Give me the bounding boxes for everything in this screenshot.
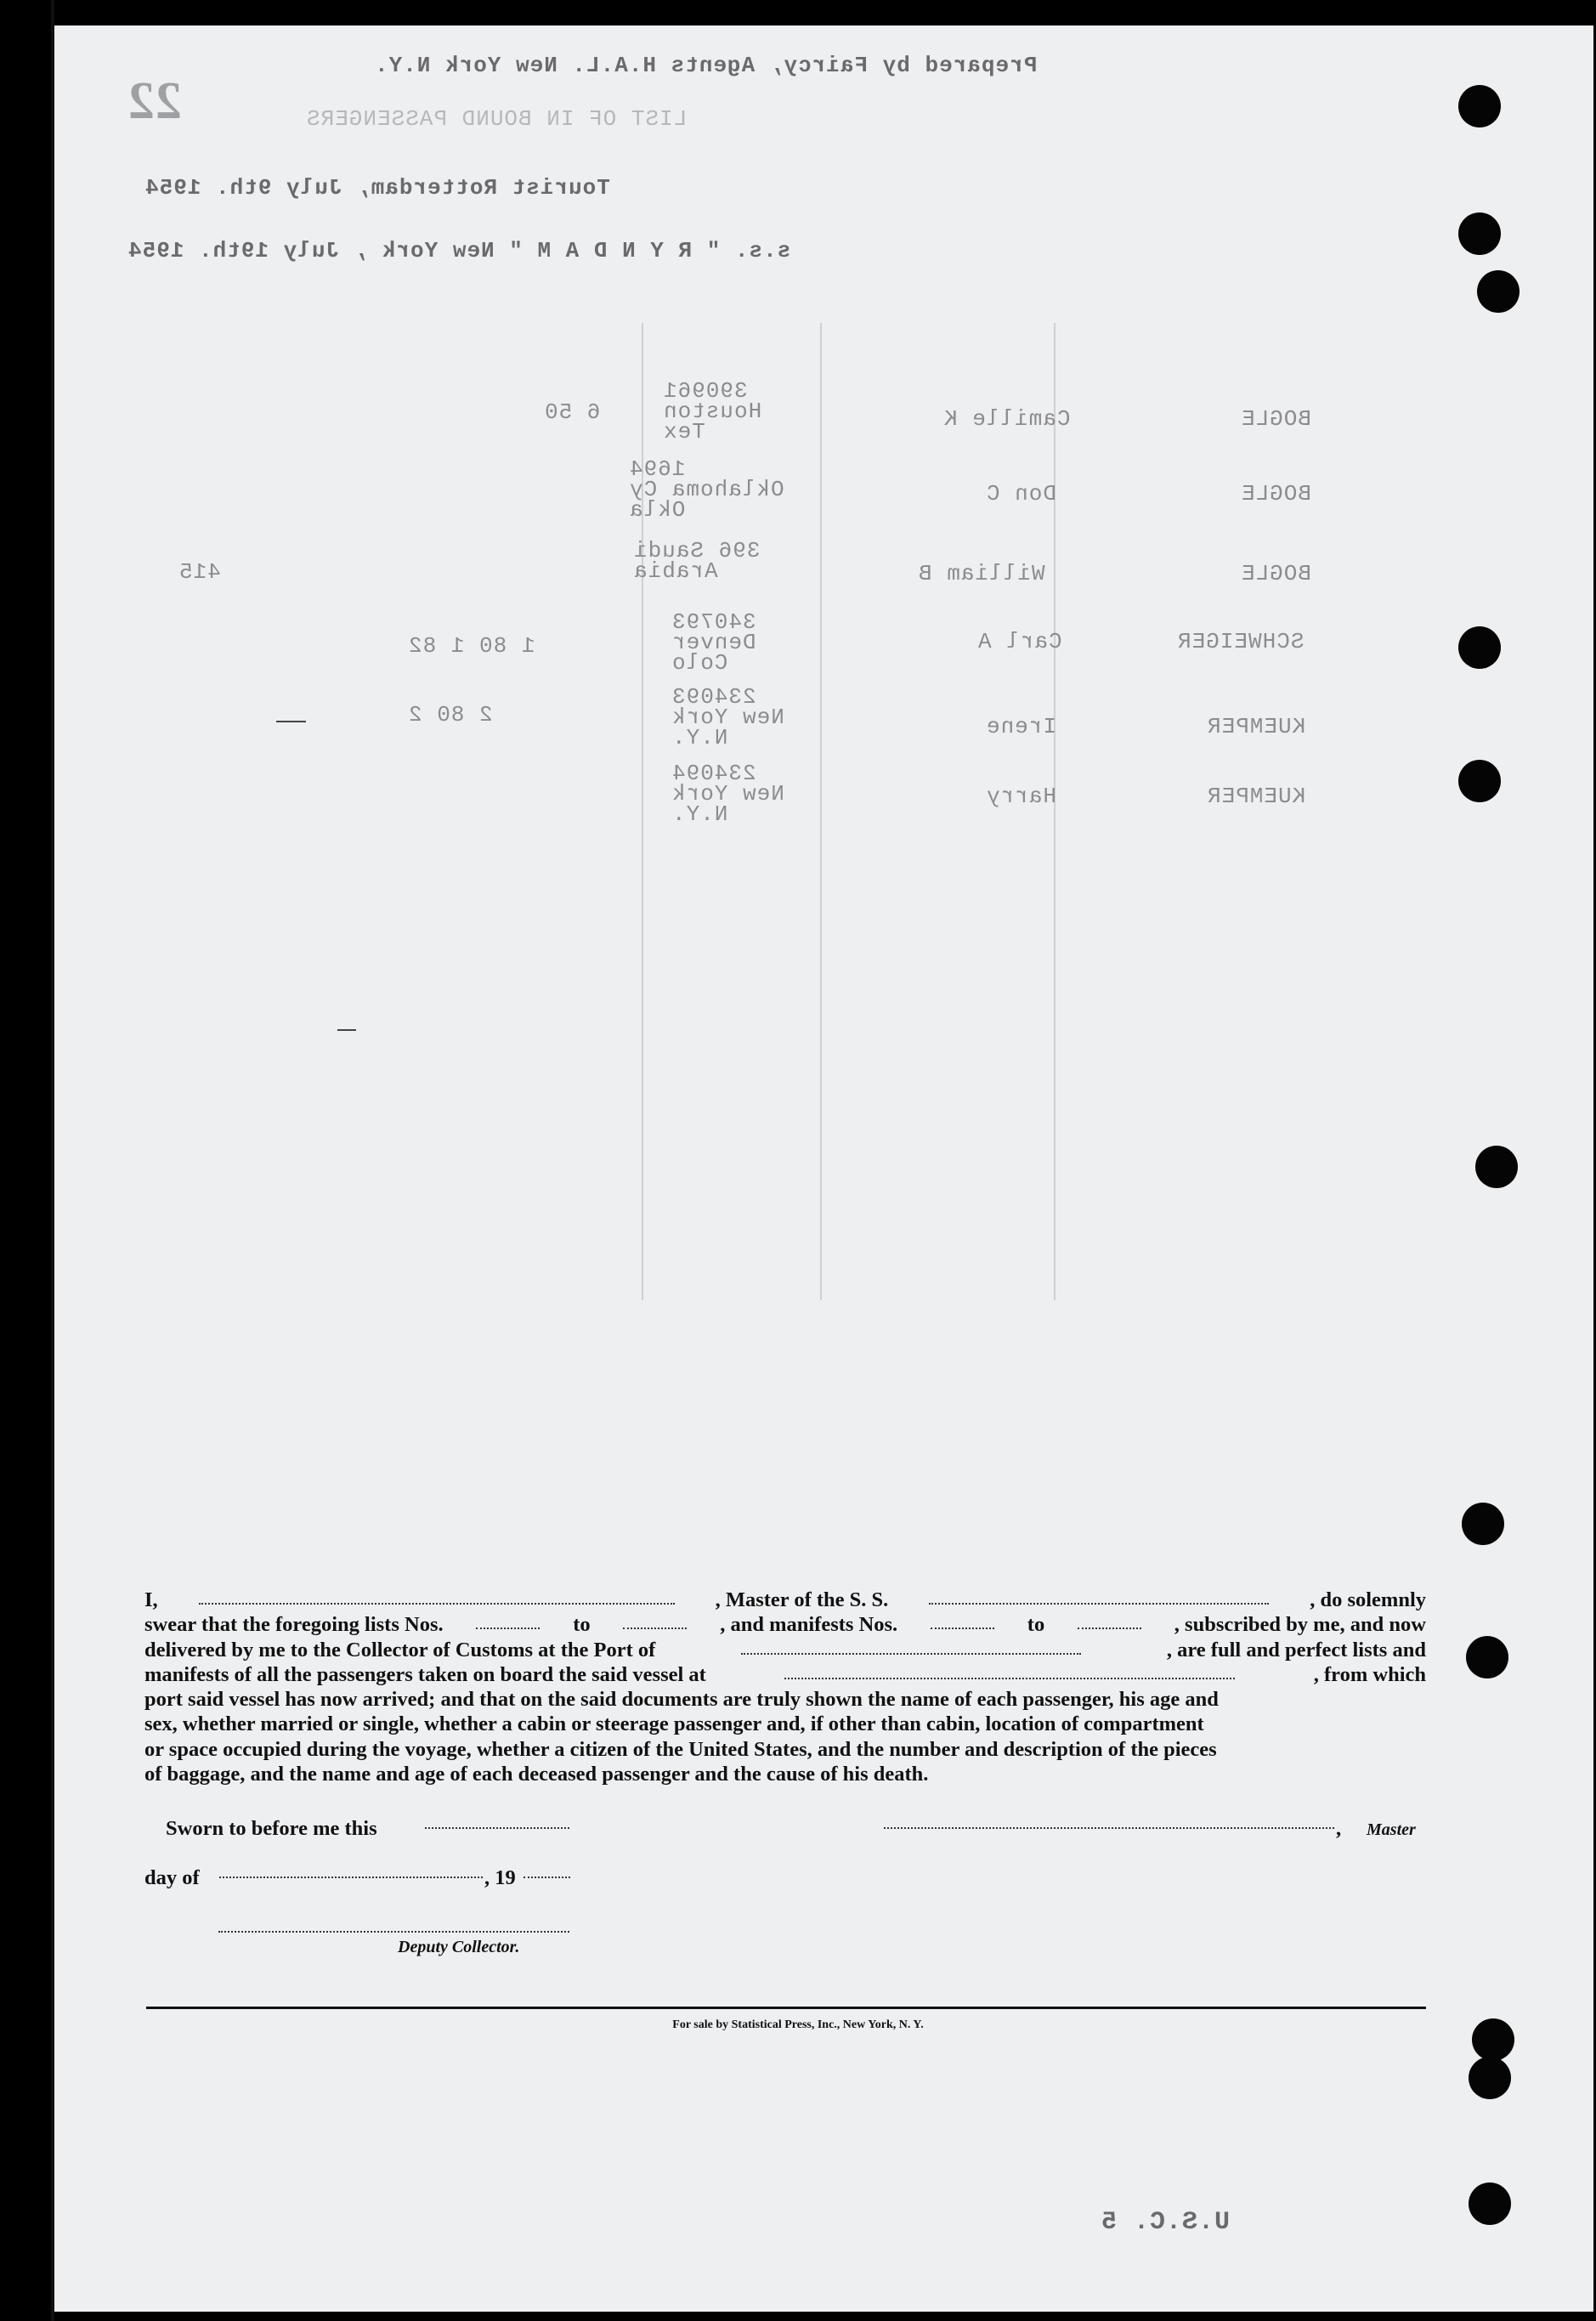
master-signature-field[interactable] <box>884 1827 1334 1829</box>
bleed-surname: KUEMPER <box>1207 784 1306 809</box>
master-name-field[interactable] <box>199 1588 675 1605</box>
manifests-from-field[interactable] <box>931 1612 994 1629</box>
binder-hole <box>1458 85 1501 127</box>
stray-mark <box>337 1029 356 1031</box>
oath-text: manifests of all the passengers taken on board the said vessel at <box>144 1662 706 1686</box>
bleed-given-name: William B <box>918 561 1045 586</box>
oath-text: , do solemnly <box>1310 1588 1426 1611</box>
bleed-given-name: Harry <box>986 784 1057 809</box>
bleed-surname: BOGLE <box>1241 481 1312 507</box>
binder-hole <box>1469 2182 1511 2225</box>
master-signature-comma: , <box>1336 1817 1342 1840</box>
printer-footer: For sale by Statistical Press, Inc., New York, N. Y. <box>672 2018 924 2031</box>
bleed-address: 396 Saudi Arabia <box>633 538 761 584</box>
binder-hole <box>1458 212 1501 255</box>
bleed-age: 6 50 <box>544 399 601 425</box>
bleed-departure-line: Tourist Rotterdam, July 9th. 1954 <box>144 175 610 201</box>
bleed-vessel-line: s.s. " R Y N D A M " New York , July 19th. 1954 <box>127 238 791 263</box>
binder-hole <box>1475 1146 1518 1188</box>
bleed-given-name: Irene <box>986 714 1057 739</box>
day-of-month-field[interactable] <box>219 1877 483 1878</box>
bleed-given-name: Camille K <box>943 406 1071 432</box>
oath-text: , and manifests Nos. <box>720 1613 898 1637</box>
oath-line: or space occupied during the voyage, whether a citizen of the United States, and the number and description of the pieces <box>144 1737 1217 1761</box>
bleed-form-code: U.S.C. 5 <box>1101 2208 1231 2237</box>
oath-text: to <box>573 1613 591 1637</box>
bleed-age: 1 80 1 82 <box>408 633 535 659</box>
lists-from-field[interactable] <box>476 1612 540 1629</box>
bleed-address: 234093 New York N.Y. <box>671 684 784 750</box>
oath-line <box>144 1612 1426 1637</box>
oath-text: I, <box>144 1588 158 1611</box>
oath-line <box>144 1662 1426 1687</box>
oath-text: , subscribed by me, and now <box>1174 1613 1426 1637</box>
bleed-address: 234094 New York N.Y. <box>671 761 784 827</box>
oath-paragraph <box>144 1588 1426 1786</box>
lists-to-field[interactable] <box>623 1612 687 1629</box>
bleed-address: 1694 Oklahoma Cy Okla <box>629 456 784 523</box>
oath-line <box>144 1588 1426 1612</box>
oath-text: swear that the foregoing lists Nos. <box>144 1613 444 1637</box>
stray-mark <box>276 721 306 722</box>
manifests-to-field[interactable] <box>1078 1612 1141 1629</box>
binder-hole <box>1466 1636 1508 1678</box>
oath-line: port said vessel has now arrived; and that on the said documents are truly shown the name of each passenger, his age and <box>144 1688 1219 1712</box>
bleed-address: 390961 Houston Tex <box>663 378 762 444</box>
bleed-form-title: LIST OF IN BOUND PASSENGERS <box>306 106 688 132</box>
footer-rule <box>146 2007 1426 2009</box>
binder-hole <box>1477 270 1520 313</box>
page-edge <box>51 0 54 2321</box>
oath-line <box>144 1638 1426 1662</box>
bleed-agent-line: Prepared by Faircy, Agents H.A.L. New York N.Y. <box>374 53 1038 78</box>
sworn-label: Sworn to before me this <box>166 1817 377 1840</box>
vessel-name-field[interactable] <box>929 1588 1269 1605</box>
oath-text: to <box>1027 1613 1045 1637</box>
deputy-collector-signature-field[interactable] <box>218 1931 569 1933</box>
bleed-surname: BOGLE <box>1241 561 1312 586</box>
oath-text: , Master of the S. S. <box>715 1588 889 1611</box>
manifest-sheet <box>51 25 1593 2312</box>
departure-port-field[interactable] <box>784 1662 1235 1679</box>
year-prefix: , 19 <box>484 1866 516 1889</box>
oath-text: , from which <box>1313 1662 1426 1686</box>
oath-text: delivered by me to the Collector of Customs at the Port of <box>144 1638 656 1661</box>
oath-line: of baggage, and the name and age of each deceased passenger and the cause of his death. <box>144 1763 929 1786</box>
sworn-date-field[interactable] <box>425 1827 569 1829</box>
bleed-margin-mark: 415 <box>178 559 221 585</box>
binder-hole <box>1469 2057 1511 2099</box>
day-of-label: day of <box>144 1866 200 1889</box>
bleed-address: 340793 Denver Colo <box>671 609 756 676</box>
deputy-collector-label: Deputy Collector. <box>398 1938 520 1956</box>
binder-hole <box>1458 626 1501 669</box>
oath-line: sex, whether married or single, whether a cabin or steerage passenger and, if other than cabin, location of compartment <box>144 1712 1204 1736</box>
year-field[interactable] <box>524 1877 570 1878</box>
master-label: Master <box>1367 1820 1416 1839</box>
bleed-surname: KUEMPER <box>1207 714 1306 739</box>
bleed-given-name: Don C <box>986 481 1057 507</box>
oath-text: , are full and perfect lists and <box>1166 1638 1426 1661</box>
binder-hole <box>1462 1503 1504 1545</box>
bleed-page-stamp: 22 <box>127 72 182 130</box>
bleed-age: 2 80 2 <box>408 702 493 727</box>
bleed-column-rule <box>1054 323 1056 1300</box>
binder-hole <box>1458 760 1501 802</box>
bleed-surname: SCHWEIGER <box>1177 629 1305 654</box>
bleed-column-rule <box>820 323 822 1300</box>
bleed-surname: BOGLE <box>1241 406 1312 432</box>
port-field[interactable] <box>741 1638 1081 1655</box>
bleed-given-name: Carl A <box>977 629 1062 654</box>
